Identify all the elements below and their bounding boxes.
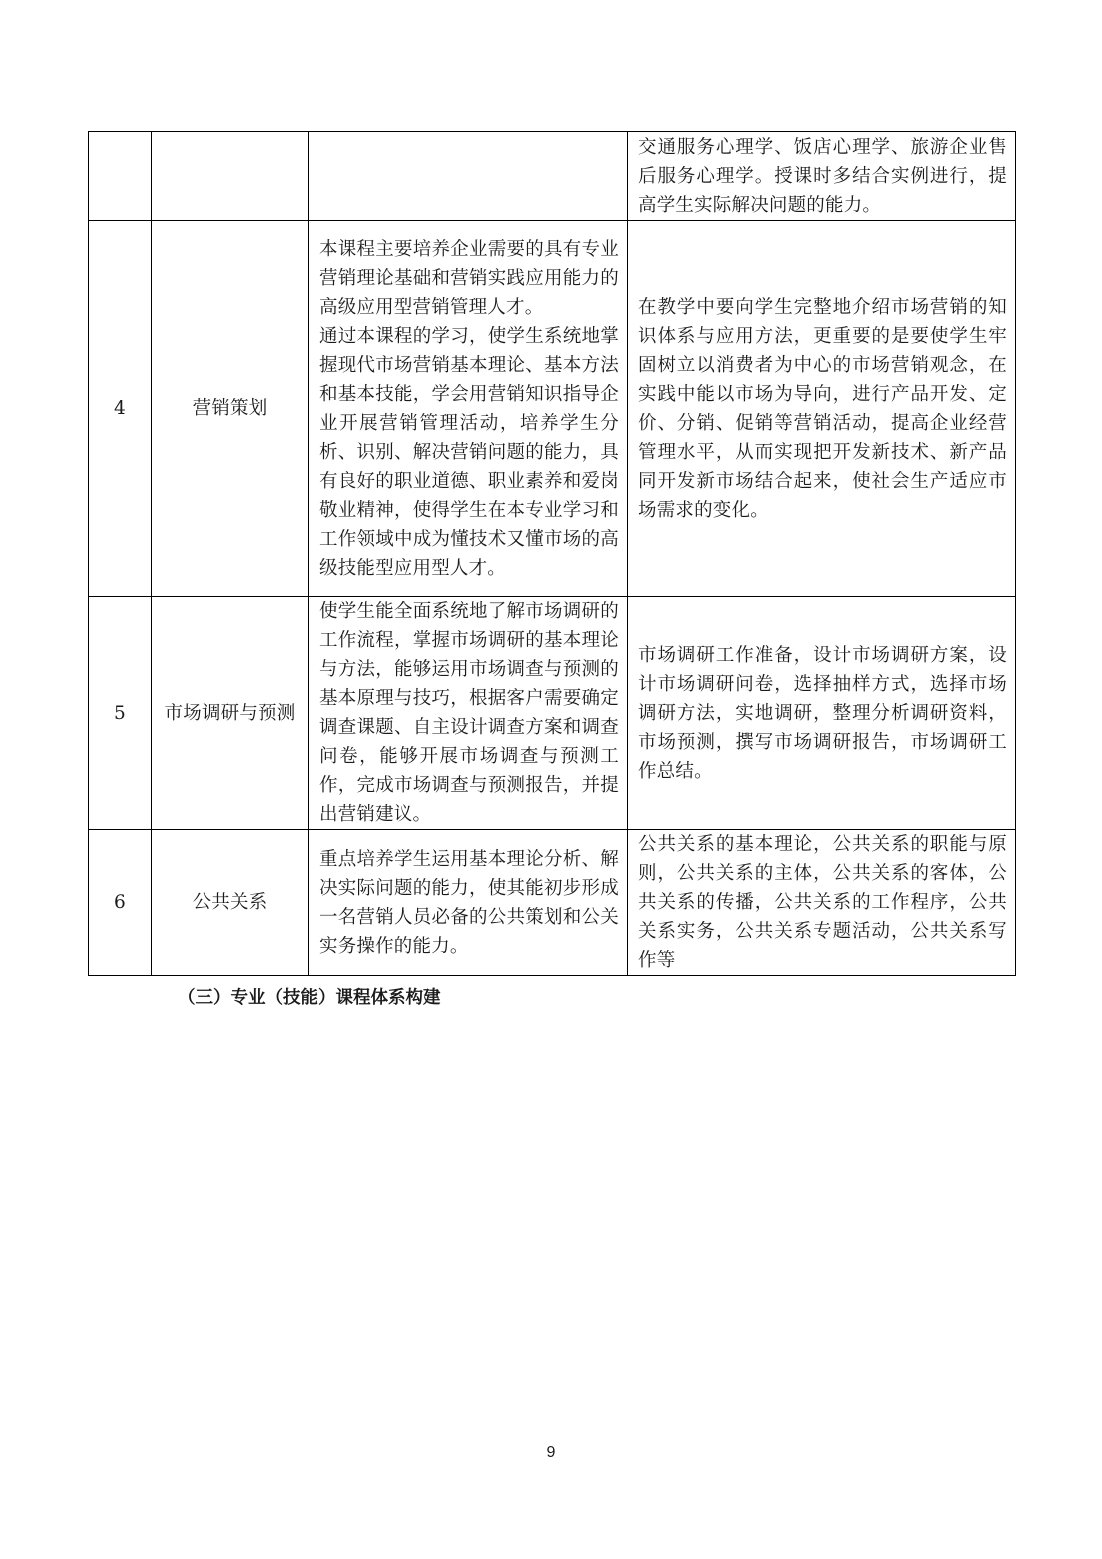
course-goal (309, 132, 628, 221)
course-table (88, 131, 1016, 976)
course-goal (309, 830, 628, 976)
goal-paragraph: 本课程主要培养企业需要的具有专业营销理论基础和营销实践应用能力的高级应用型营销管理人才。 (319, 238, 619, 318)
course-name (152, 132, 309, 221)
course-goal (309, 597, 628, 830)
table-row (89, 132, 1016, 221)
requirements-paragraph: 在教学中要向学生完整地介绍市场营销的知识体系与应用方法，更重要的是要使学生牢固树立以消费者为中心的市场营销观念，在实践中能以市场为导向，进行产品开发、定价、分销、促销等营销活动，提高企业经营管理水平，从而实现把开发新技术、新产品同开发新市场结合起来，使社会生产适应市场需求的变化。 (638, 296, 1007, 521)
row-number: 4 (89, 221, 152, 597)
course-requirements (628, 597, 1016, 830)
course-requirements (628, 830, 1016, 976)
goal-paragraph: 使学生能全面系统地了解市场调研的工作流程，掌握市场调研的基本理论与方法，能够运用市场调查与预测的基本原理与技巧，根据客户需要确定调查课题、自主设计调查方案和调查问卷，能够开展市场调查与预测工作，完成市场调查与预测报告，并提出营销建议。 (319, 601, 619, 825)
course-name: 营销策划 (152, 221, 309, 597)
goal-paragraph: 通过本课程的学习，使学生系统地掌握现代市场营销基本理论、基本方法和基本技能，学会用营销知识指导企业开展营销管理活动，培养学生分析、识别、解决营销问题的能力，具有良好的职业道德、职业素养和爱岗敬业精神，使得学生在本专业学习和工作领域中成为懂技术又懂市场的高级技能型应用型人才。 (319, 325, 619, 579)
requirements-paragraph: 交通服务心理学、饭店心理学、旅游企业售后服务心理学。授课时多结合实例进行，提高学生实际解决问题的能力。 (638, 137, 1007, 216)
row-number (89, 132, 152, 221)
course-name: 市场调研与预测 (152, 597, 309, 830)
table-row (89, 597, 1016, 830)
course-requirements (628, 221, 1016, 597)
table-row (89, 830, 1016, 976)
page-number: 9 (546, 1444, 556, 1461)
requirements-paragraph: 市场调研工作准备，设计市场调研方案，设计市场调研问卷，选择抽样方式，选择市场调研方法，实地调研，整理分析调研资料，市场预测，撰写市场调研报告，市场调研工作总结。 (638, 644, 1007, 782)
course-requirements (628, 132, 1016, 221)
goal-paragraph: 重点培养学生运用基本理论分析、解决实际问题的能力，使其能初步形成一名营销人员必备的公共策划和公关实务操作的能力。 (319, 848, 619, 957)
course-goal (309, 221, 628, 597)
course-name: 公共关系 (152, 830, 309, 976)
requirements-paragraph: 公共关系的基本理论，公共关系的职能与原则，公共关系的主体，公共关系的客体，公共关系的传播，公共关系的工作程序，公共关系实务，公共关系专题活动，公共关系写作等 (638, 834, 1007, 971)
row-number: 5 (89, 597, 152, 830)
row-number: 6 (89, 830, 152, 976)
table-row (89, 221, 1016, 597)
section-heading: （三）专业（技能）课程体系构建 (178, 988, 441, 1008)
